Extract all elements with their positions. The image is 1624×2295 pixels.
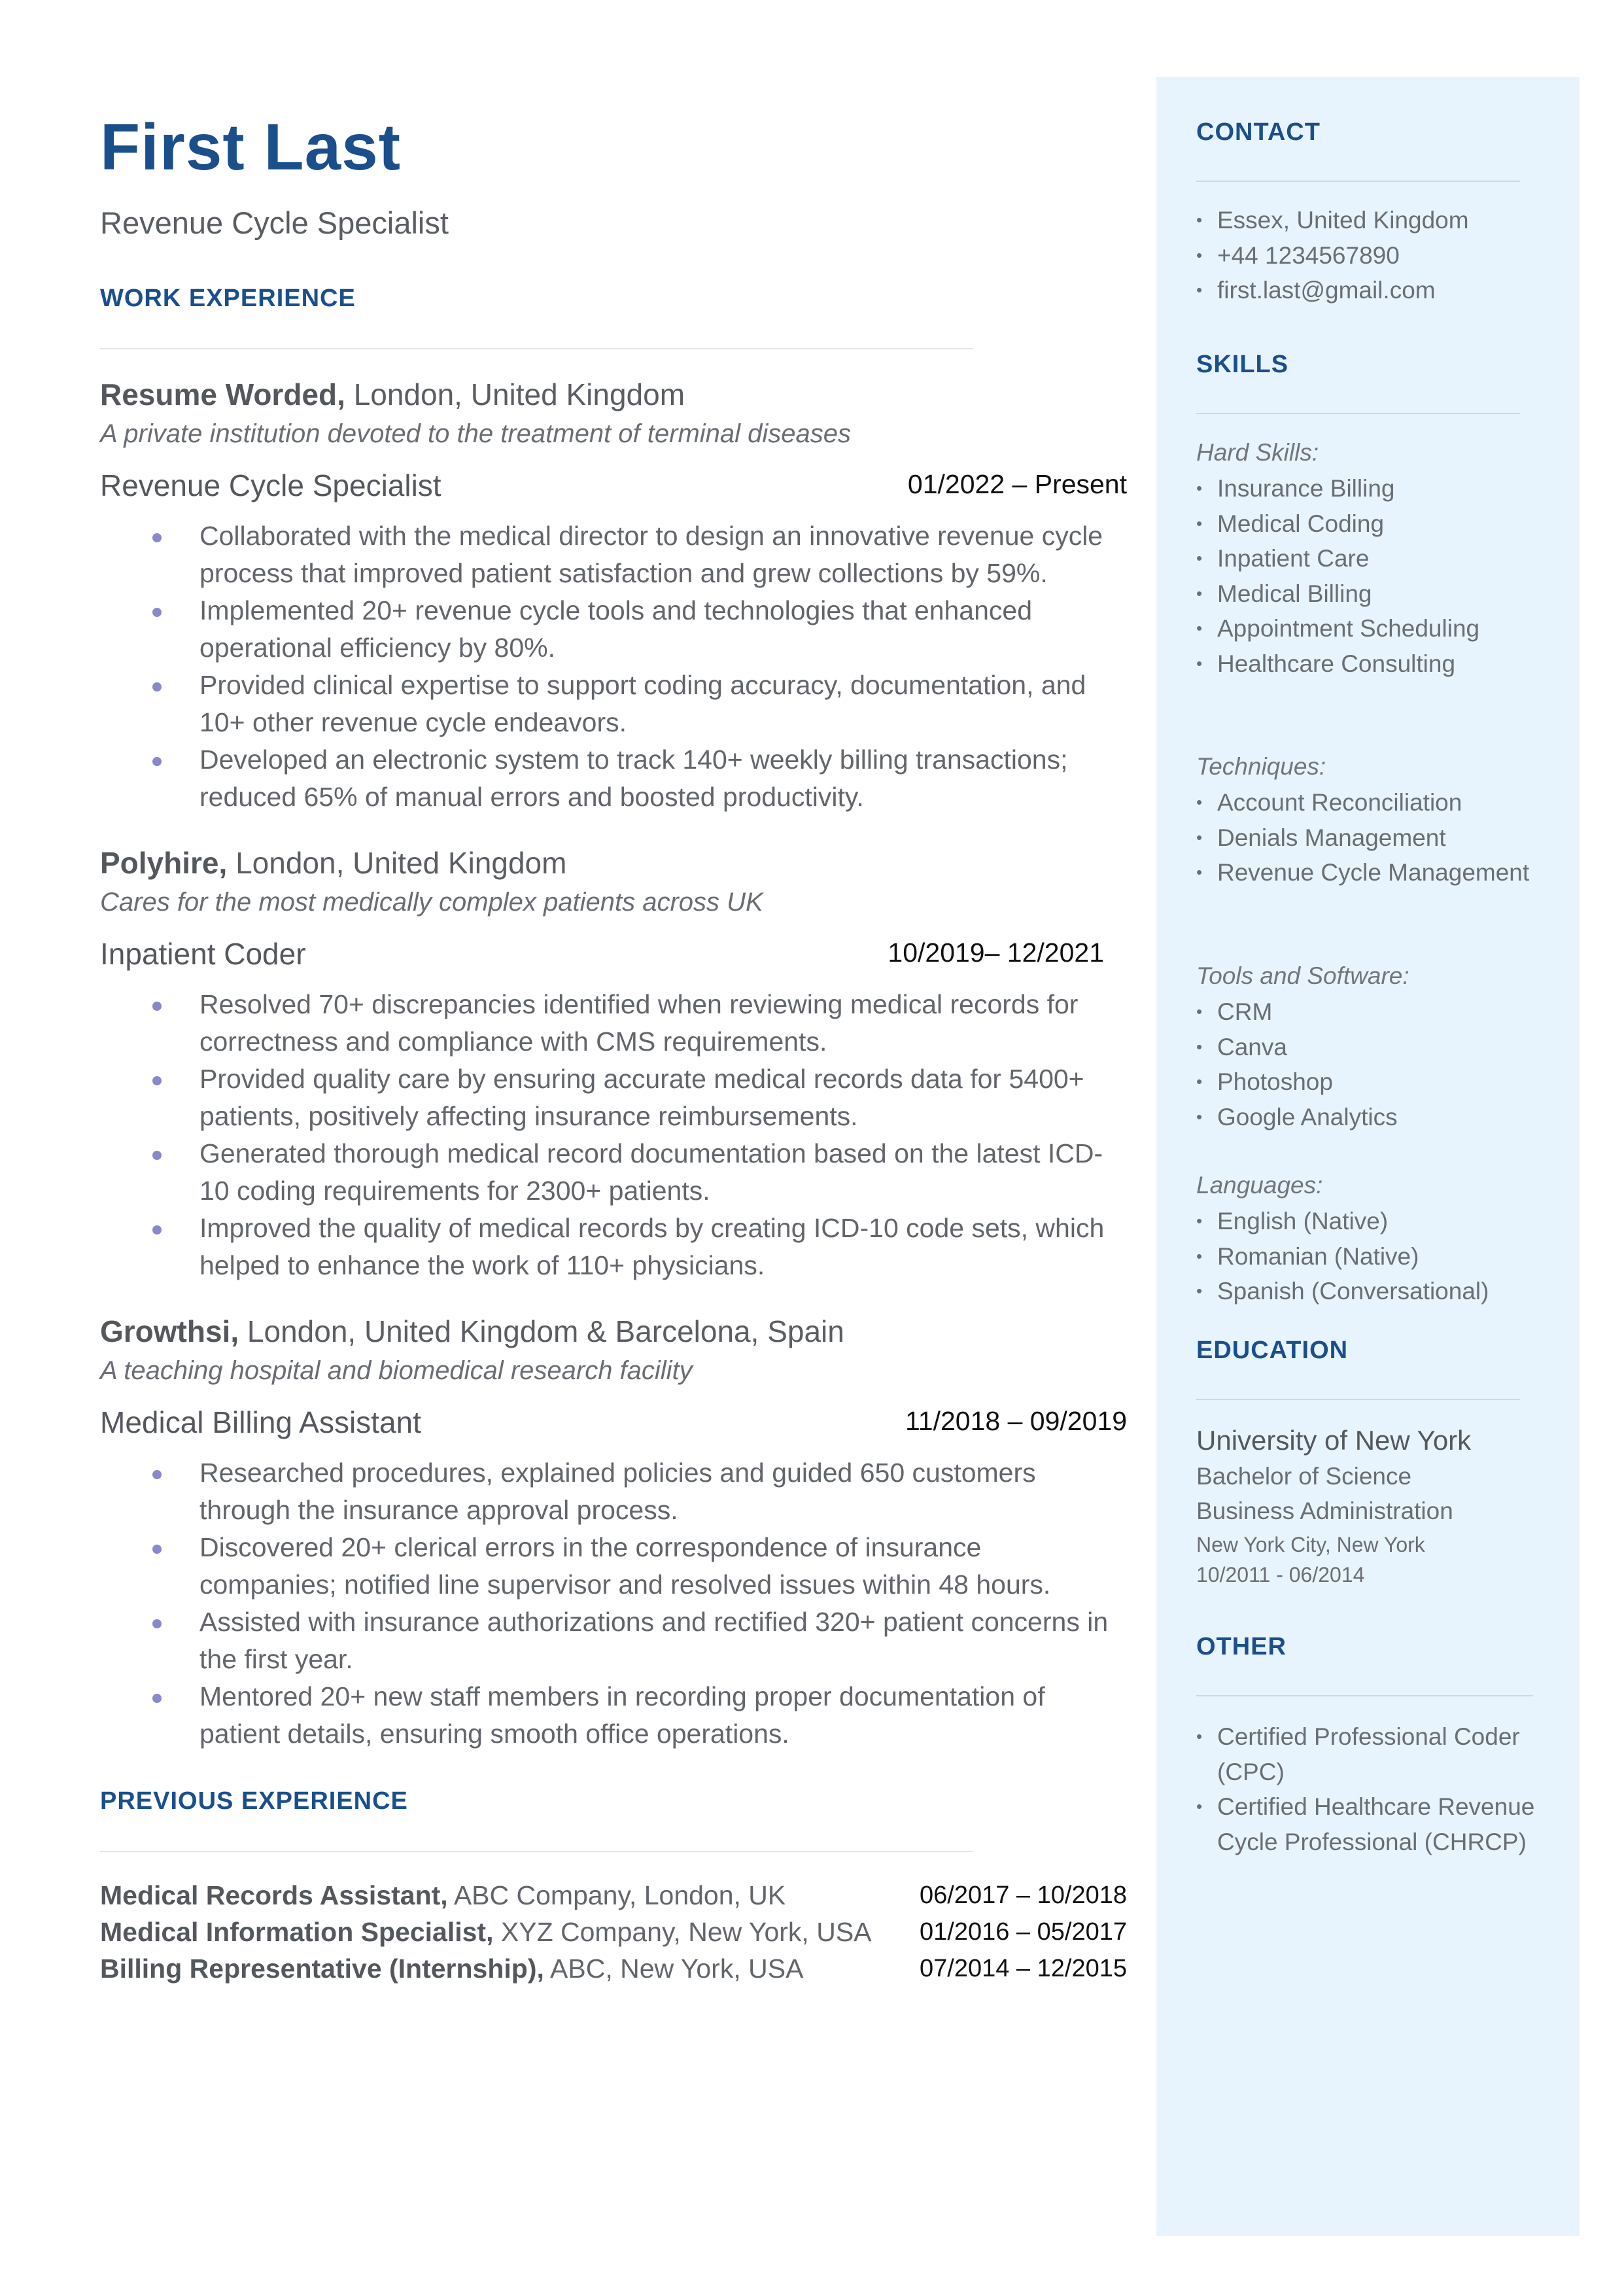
section-divider: [1196, 1695, 1533, 1696]
candidate-name: First Last: [100, 111, 402, 184]
skill-item: • Photoshop: [1196, 1064, 1549, 1100]
job-bullet: Assisted with insurance authorizations and rectified 320+ patient concerns in the first year.: [100, 1603, 1120, 1678]
job-company: Resume Worded,: [100, 377, 345, 412]
education-title: EDUCATION: [1196, 1337, 1349, 1364]
education-degree: Bachelor of Science: [1196, 1463, 1412, 1490]
previous-job-company: ABC, New York, USA: [550, 1953, 804, 1984]
job-bullets: [100, 1454, 1127, 1753]
main-column: [100, 111, 1127, 1987]
previous-job-title: Medical Records Assistant,: [100, 1880, 448, 1911]
job-description: Cares for the most medically complex patients across UK: [100, 888, 763, 917]
contact-title: CONTACT: [1196, 118, 1321, 146]
skill-item: • Medical Coding: [1196, 506, 1549, 542]
contact-phone: • +44 1234567890: [1196, 238, 1549, 273]
skills-group-list: [1196, 994, 1549, 1134]
section-divider: [1196, 413, 1520, 414]
skills-group-label: Techniques:: [1196, 753, 1326, 780]
previous-job-dates: 06/2017 – 10/2018: [920, 1882, 1127, 1910]
job-location: London, United Kingdom & Barcelona, Spain: [247, 1314, 844, 1349]
previous-experience-item: [100, 1950, 1127, 1987]
previous-experience-item: [100, 1914, 1127, 1950]
previous-job-company: XYZ Company, New York, USA: [500, 1917, 872, 1948]
previous-job-title: Medical Information Specialist,: [100, 1917, 494, 1948]
skills-group-label: Languages:: [1196, 1172, 1323, 1199]
previous-job-dates: 07/2014 – 12/2015: [920, 1955, 1127, 1983]
job-role-row: [100, 936, 1104, 975]
education-location: New York City, New York: [1196, 1533, 1425, 1556]
skills-group-list: [1196, 785, 1549, 890]
job-bullet: Improved the quality of medical records by creating ICD-10 code sets, which helped to enhance the work of 110+ physicians.: [100, 1210, 1120, 1284]
job-bullets: [100, 517, 1127, 816]
skill-item: • Canva: [1196, 1030, 1549, 1065]
job-entry: [100, 845, 1127, 1284]
previous-job-title: Billing Representative (Internship),: [100, 1953, 544, 1984]
job-bullet: Provided clinical expertise to support coding accuracy, documentation, and 10+ other revenue cycle endeavors.: [100, 667, 1120, 741]
skill-item: • Account Reconciliation: [1196, 785, 1549, 820]
job-dates: 10/2019– 12/2021: [888, 937, 1104, 968]
job-bullet: Collaborated with the medical director to design an innovative revenue cycle process that improved patient satisfaction and grew collections by 59%.: [100, 517, 1120, 592]
job-bullet: Researched procedures, explained policies and guided 650 customers through the insurance approval process.: [100, 1454, 1120, 1529]
job-description: A private institution devoted to the treatment of terminal diseases: [100, 419, 852, 448]
job-role: Revenue Cycle Specialist: [100, 468, 441, 502]
skills-title: SKILLS: [1196, 351, 1289, 378]
skill-item: • CRM: [1196, 994, 1549, 1030]
skill-item: • Appointment Scheduling: [1196, 611, 1549, 646]
job-header: [100, 845, 1127, 881]
skills-group-label: Hard Skills:: [1196, 439, 1319, 466]
previous-job-dates: 01/2016 – 05/2017: [920, 1918, 1127, 1946]
job-role: Medical Billing Assistant: [100, 1405, 421, 1440]
job-role-row: [100, 1405, 1127, 1444]
certification-item: • Certified Healthcare Revenue Cycle Professional (CHRCP): [1196, 1789, 1549, 1859]
other-title: OTHER: [1196, 1633, 1287, 1660]
job-location: London, United Kingdom: [353, 377, 685, 412]
skill-item: • Healthcare Consulting: [1196, 646, 1549, 682]
job-bullet: Provided quality care by ensuring accurate medical records data for 5400+ patients, positively affecting insurance reimbursements.: [100, 1060, 1120, 1135]
section-divider: [100, 348, 973, 349]
job-company: Polyhire,: [100, 845, 228, 880]
skill-item: • Spanish (Conversational): [1196, 1274, 1549, 1309]
job-bullet: Mentored 20+ new staff members in recording proper documentation of patient details, ensuring smooth office operations.: [100, 1678, 1120, 1753]
work-experience-title: WORK EXPERIENCE: [100, 284, 356, 312]
job-description: A teaching hospital and biomedical research facility: [100, 1356, 693, 1386]
job-location: London, United Kingdom: [235, 845, 567, 880]
section-divider: [1196, 1399, 1520, 1400]
job-entry: [100, 1314, 1127, 1753]
education-school: University of New York: [1196, 1425, 1472, 1456]
job-bullets: [100, 986, 1127, 1284]
skill-item: • Insurance Billing: [1196, 471, 1549, 506]
contact-email[interactable]: • first.last@gmail.com: [1196, 273, 1549, 308]
section-divider: [100, 1851, 973, 1852]
other-list: [1196, 1719, 1549, 1859]
job-header: [100, 1314, 1127, 1350]
section-divider: [1196, 181, 1520, 182]
skill-item: • Denials Management: [1196, 820, 1549, 856]
job-dates: 11/2018 – 09/2019: [905, 1406, 1127, 1437]
skills-group-list: [1196, 1204, 1549, 1309]
education-dates: 10/2011 - 06/2014: [1196, 1563, 1365, 1586]
skills-group-label: Tools and Software:: [1196, 962, 1409, 989]
candidate-headline: Revenue Cycle Specialist: [100, 205, 449, 240]
skills-group-list: [1196, 471, 1549, 681]
skill-item: • Medical Billing: [1196, 576, 1549, 612]
previous-experience-list: [100, 1877, 1127, 1987]
job-bullet: Generated thorough medical record documentation based on the latest ICD-10 coding requirements for 2300+ patients.: [100, 1135, 1120, 1210]
previous-experience-title: PREVIOUS EXPERIENCE: [100, 1787, 408, 1815]
job-role-row: [100, 468, 1127, 507]
job-dates: 01/2022 – Present: [907, 468, 1127, 499]
contact-location: • Essex, United Kingdom: [1196, 203, 1549, 238]
contact-list: [1196, 203, 1549, 308]
job-header: [100, 377, 1127, 413]
job-bullet: Resolved 70+ discrepancies identified when reviewing medical records for correctness and compliance with CMS requirements.: [100, 986, 1120, 1060]
job-bullet: Developed an electronic system to track 140+ weekly billing transactions; reduced 65% of manual errors and boosted productivity.: [100, 741, 1120, 816]
skill-item: • Romanian (Native): [1196, 1239, 1549, 1274]
work-experience-section: [100, 286, 1127, 1753]
education-field: Business Administration: [1196, 1498, 1453, 1524]
certification-item: • Certified Professional Coder (CPC): [1196, 1719, 1549, 1789]
skill-item: • Inpatient Care: [1196, 541, 1549, 576]
job-bullet: Implemented 20+ revenue cycle tools and technologies that enhanced operational efficiency by 80%.: [100, 592, 1120, 667]
skill-item: • Google Analytics: [1196, 1100, 1549, 1135]
previous-job-company: ABC Company, London, UK: [453, 1880, 786, 1911]
job-role: Inpatient Coder: [100, 937, 306, 972]
job-entry: [100, 377, 1127, 816]
skill-item: • English (Native): [1196, 1204, 1549, 1239]
job-bullet: Discovered 20+ clerical errors in the correspondence of insurance companies; notified line supervisor and resolved issues within 48 hours.: [100, 1529, 1120, 1603]
sidebar: [1156, 77, 1580, 2236]
job-company: Growthsi,: [100, 1314, 239, 1349]
skill-item: • Revenue Cycle Management: [1196, 855, 1549, 890]
previous-experience-item: [100, 1877, 1127, 1914]
previous-experience-section: [100, 1789, 1127, 1987]
